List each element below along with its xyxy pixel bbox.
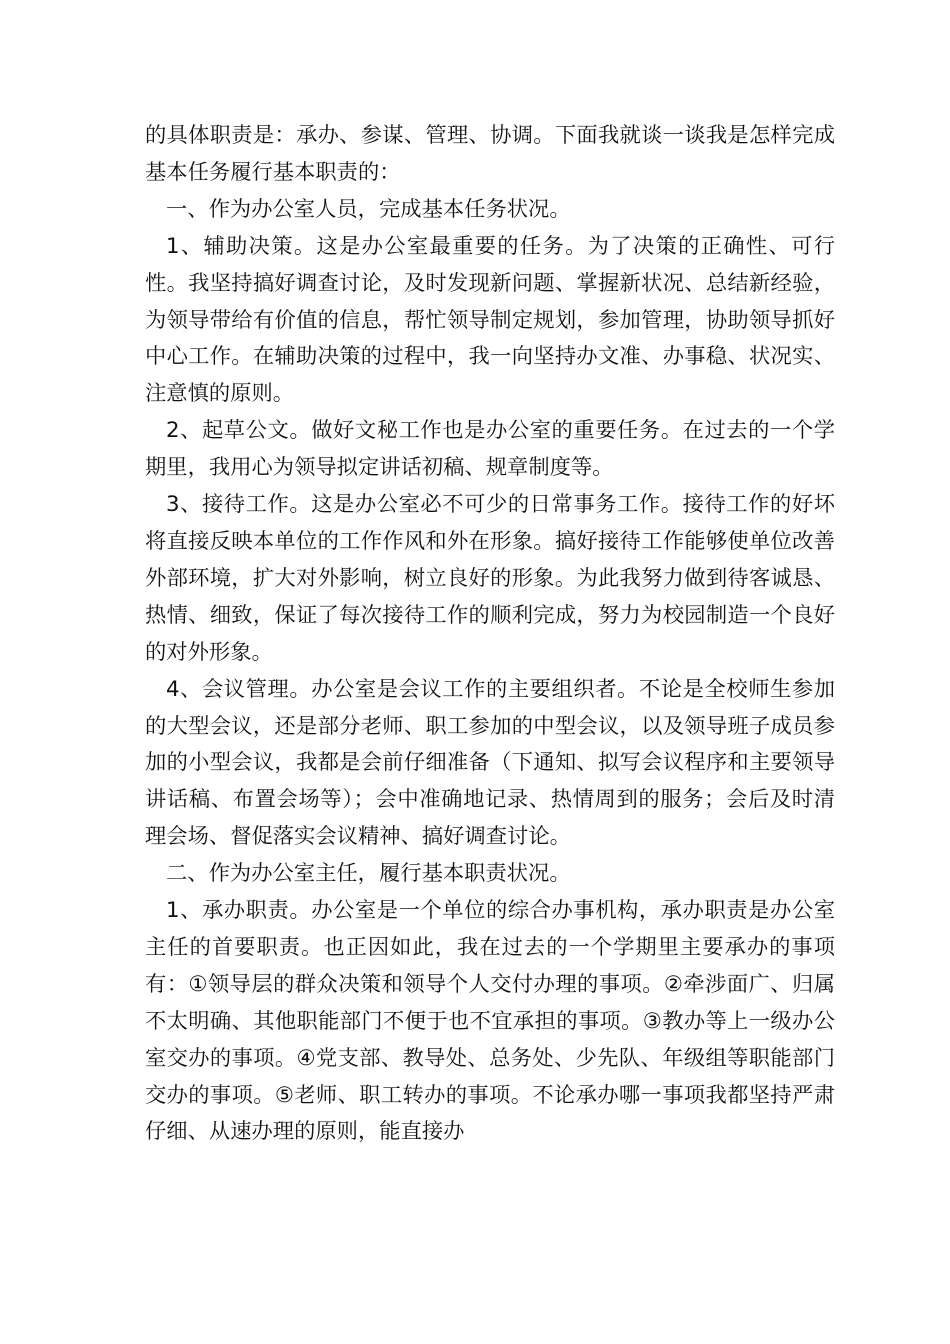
paragraph-meeting-management: 4、会议管理。办公室是会议工作的主要组织者。不论是全校师生参加的大型会议，还是部分老师、职工参加的中型会议，以及领导班子成员参加的小型会议，我都是会前仔细准备（下通知、拟写会议程序和主要领导讲话稿、布置会场等）；会中准确地记录、热情周到的服务；会后及时清理会场、督促落实会议精神、搞好调查讨论。 bbox=[145, 676, 835, 850]
document-body bbox=[145, 118, 835, 1151]
paragraph-undertaking-duty: 1、承办职责。办公室是一个单位的综合办事机构，承办职责是办公室主任的首要职责。也正因如此，我在过去的一个学期里主要承办的事项有：①领导层的群众决策和领导个人交付办理的事项。②牵涉面广、归属不太明确、其他职能部门不便于也不宜承担的事项。③教办等上一级办公室交办的事项。④党支部、教导处、总务处、少先队、年级组等职能部门交办的事项。⑤老师、职工转办的事项。不论承办哪一事项我都坚持严肃仔细、从速办理的原则，能直接办 bbox=[145, 898, 835, 1145]
paragraph-decision-support: 1、辅助决策。这是办公室最重要的任务。为了决策的正确性、可行性。我坚持搞好调查讨论，及时发现新问题、掌握新状况、总结新经验，为领导带给有价值的信息，帮忙领导制定规划，参加管理，协助领导抓好中心工作。在辅助决策的过程中，我一向坚持办文准、办事稳、状况实、注意慎的原则。 bbox=[145, 233, 835, 407]
section-heading-2: 二、作为办公室主任，履行基本职责状况。 bbox=[166, 861, 571, 887]
paragraph-drafting: 2、起草公文。做好文秘工作也是办公室的重要任务。在过去的一个学期里，我用心为领导拟定讲话初稿、规章制度等。 bbox=[145, 418, 835, 481]
paragraph-continuation: 的具体职责是：承办、参谋、管理、协调。下面我就谈一谈我是怎样完成基本任务履行基本职责的： bbox=[145, 123, 835, 185]
section-heading-1: 一、作为办公室人员，完成基本任务状况。 bbox=[166, 196, 571, 222]
paragraph-reception: 3、接待工作。这是办公室必不可少的日常事务工作。接待工作的好坏将直接反映本单位的工作作风和外在形象。搞好接待工作能够使单位改善外部环境，扩大对外影响，树立良好的形象。为此我努力做到待客诚恳、热情、细致，保证了每次接待工作的顺利完成，努力为校园制造一个良好的对外形象。 bbox=[145, 492, 835, 665]
